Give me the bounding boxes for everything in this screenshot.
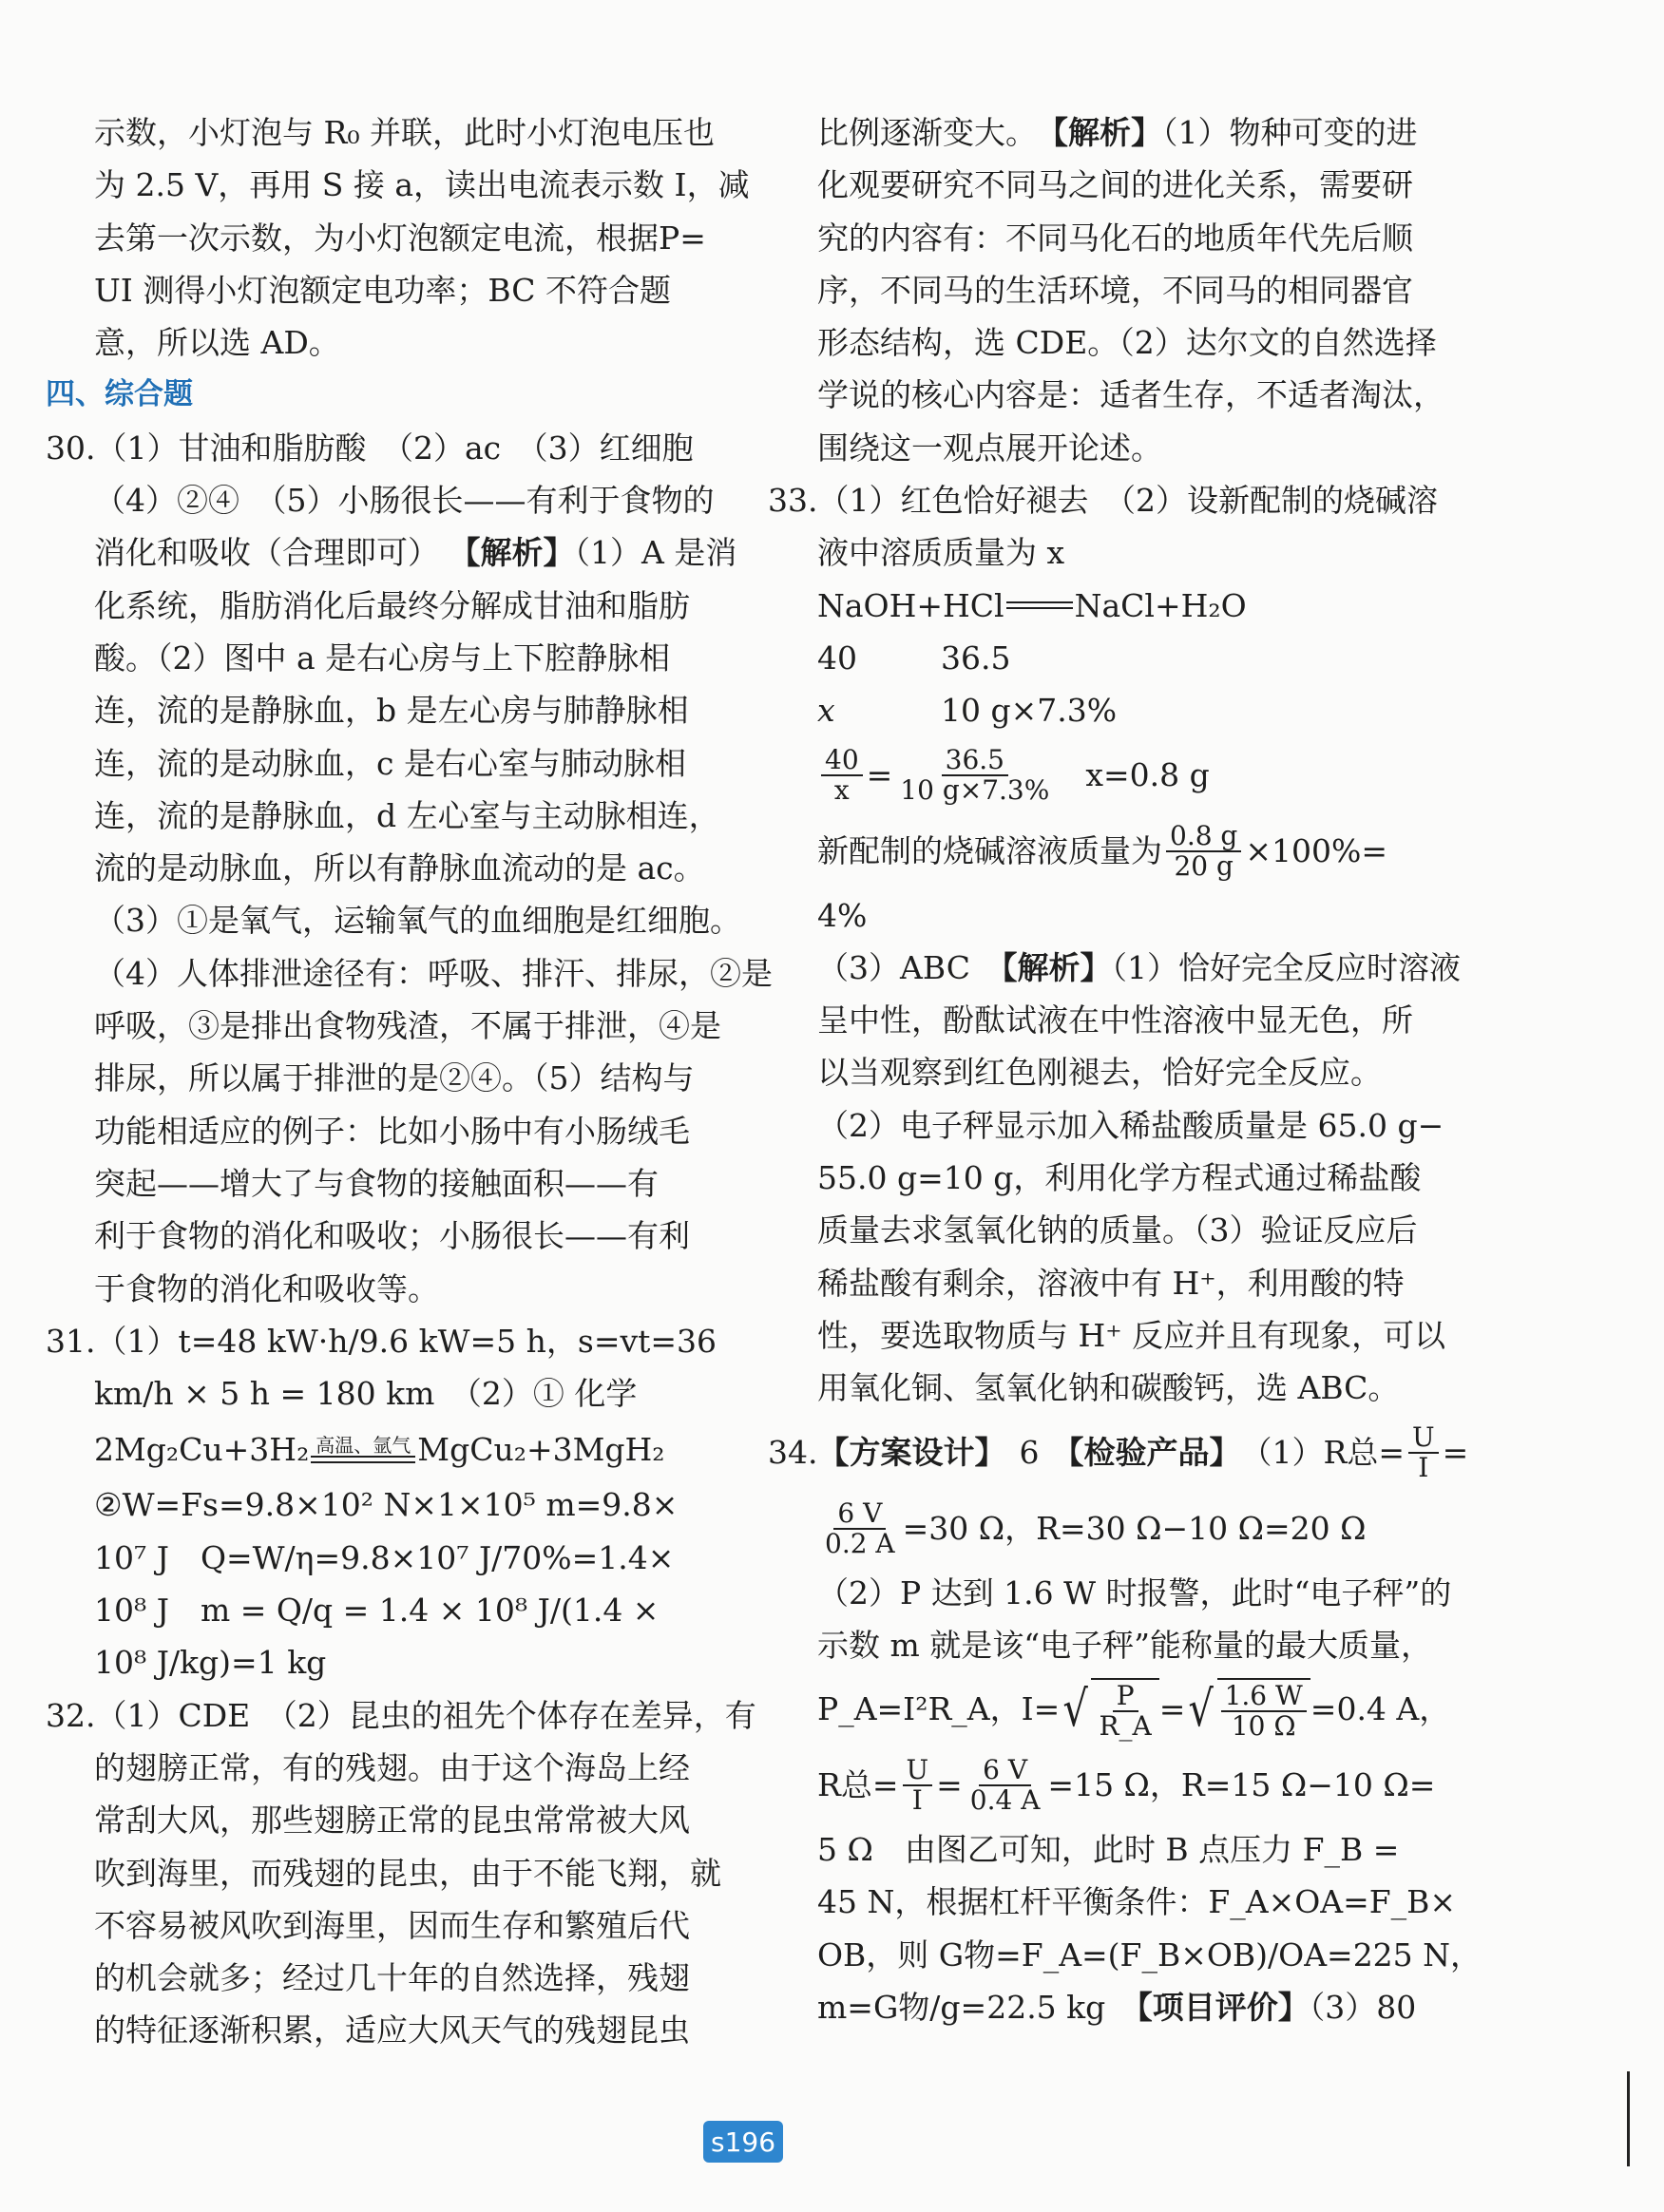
q34-text: =15 Ω，R=15 Ω−10 Ω= <box>1047 1766 1436 1804</box>
design-tag: 【方案设计】 <box>817 1433 1006 1471</box>
equals: = <box>1442 1433 1469 1471</box>
q33-line: （2）电子秤显示加入稀盐酸质量是 65.0 g− <box>817 1106 1444 1144</box>
ratio-row <box>817 632 1425 684</box>
left-column <box>46 106 773 2057</box>
numerator: P <box>1113 1682 1138 1712</box>
ratio-value: 40 <box>817 639 857 677</box>
text-line: 去第一次示数，为小灯泡额定电流，根据P= <box>94 219 706 257</box>
q32-cont-line: 学说的核心内容是：适者生存，不适者淘汰， <box>817 376 1444 414</box>
text-line: 示数，小灯泡与 R₀ 并联，此时小灯泡电压也 <box>94 114 716 151</box>
denominator: 10 Ω <box>1231 1710 1296 1743</box>
q32-text: 比例逐渐变大。 <box>817 114 1022 151</box>
q33-line: 33.（1）红色恰好褪去 （2）设新配制的烧碱溶 <box>768 482 1438 520</box>
q30-line: 30.（1）甘油和脂肪酸 （2）ac （3）红细胞 <box>46 429 694 467</box>
ratio-value: x <box>817 692 835 730</box>
proportion-line: $\frac{40}{x}$ = $\frac{36.5}{10 g\times 7.3\%}$ x=0.8 g <box>817 737 1425 813</box>
text-line: 意，所以选 AD。 <box>94 324 340 362</box>
reaction-arrow <box>1006 601 1073 609</box>
q33-text: （3）ABC <box>817 948 970 986</box>
q31-equation <box>46 1420 692 1478</box>
equation-right: MgCu₂+3MgH₂ <box>417 1430 665 1468</box>
q32-line: 的翅膀正常，有的残翅。由于这个海岛上经 <box>94 1748 690 1786</box>
q34-text: （1）R总= <box>1240 1433 1405 1471</box>
q34-text: P_A=I²R_A，I= <box>817 1690 1061 1728</box>
numerator: 40 <box>821 746 863 776</box>
analysis-tag: 【解析】 <box>449 534 575 572</box>
q33-line: 质量去求氢氧化钠的质量。（3）验证反应后 <box>817 1211 1418 1249</box>
q33-line: 用氧化铜、氢氧化钠和碳酸钙，选 ABC。 <box>817 1369 1400 1407</box>
q32-cont-line: 围绕这一观点展开论述。 <box>817 429 1162 467</box>
denominator: 0.2 A <box>825 1527 895 1559</box>
fraction <box>821 1499 899 1558</box>
q30-line: 连，流的是静脉血，d 左心室与主动脉相连， <box>94 796 720 834</box>
q30-line: 连，流的是静脉血，b 是左心房与肺静脉相 <box>94 692 689 730</box>
evaluation-tag: 【项目评价】 <box>1137 1989 1310 2027</box>
q32-line: 不容易被风吹到海里，因而生存和繁殖后代 <box>94 1906 690 1944</box>
analysis-tag: 【解析】 <box>1001 948 1112 986</box>
equation-left: NaOH+HCl <box>817 586 1004 624</box>
q32-line: 的机会就多；经过几十年的自然选择，残翅 <box>94 1959 690 1997</box>
text-line: 为 2.5 V，再用 S 接 a，读出电流表示数 I，减 <box>94 166 750 204</box>
q32-line: 吹到海里，而残翅的昆虫，由于不能飞翔，就 <box>94 1854 721 1892</box>
analysis-tag: 【解析】 <box>1052 114 1162 151</box>
q33-line: 液中溶质质量为 x <box>817 534 1065 572</box>
numerator: 6 V <box>979 1756 1031 1786</box>
denominator: R_A <box>1099 1710 1152 1743</box>
equation-right: NaCl+H₂O <box>1074 586 1247 624</box>
q33-line: 稀盐酸有剩余，溶液中有 H⁺，利用酸的特 <box>817 1264 1405 1302</box>
q31-line: 10⁷ J Q=W/η=9.8×10⁷ J/70%=1.4× <box>94 1538 675 1576</box>
ratio-value: 36.5 <box>941 639 1011 677</box>
page-edge-mark <box>1627 2071 1630 2166</box>
ratio-value: 10 g×7.3% <box>941 692 1118 730</box>
equation-left: 2Mg₂Cu+3H₂ <box>94 1430 310 1468</box>
q34-line: 45 N，根据杠杆平衡条件：F_A×OA=F_B× <box>817 1883 1457 1921</box>
q32-line: 的特征逐渐积累，适应大风天气的残翅昆虫 <box>94 2012 690 2050</box>
result: x=0.8 g <box>1085 755 1210 793</box>
design-value: 6 <box>1019 1433 1040 1471</box>
q33-line: 以当观察到红色刚褪去，恰好完全反应。 <box>817 1054 1382 1092</box>
denominator: x <box>833 773 850 806</box>
q31-line: ②W=Fs=9.8×10² N×1×10⁵ m=9.8× <box>94 1486 679 1524</box>
q34-line: P_A=I²R_A，I= √ $\frac{P}{R\_A}$ = √ $\frac{1.6 W}{10 \Omega}$ =0.4 A， <box>817 1680 1451 1743</box>
q34-line: （2）P 达到 1.6 W 时报警，此时“电子秤”的 <box>817 1573 1452 1611</box>
q34-text: =30 Ω，R=30 Ω−10 Ω=20 Ω <box>902 1509 1367 1547</box>
section-heading: 四、综合题 <box>46 377 193 412</box>
fraction <box>966 1756 1044 1815</box>
q30-line: 化系统，脂肪消化后最终分解成甘油和脂肪 <box>94 586 690 624</box>
q30-text: （1）A 是消 <box>574 534 737 572</box>
mass-text: ×100%= <box>1245 831 1388 869</box>
mass-line <box>817 813 1425 889</box>
q33-line: 55.0 g=10 g，利用化学方程式通过稀盐酸 <box>817 1159 1422 1197</box>
q34-line: 5 Ω 由图乙可知，此时 B 点压力 F_B = <box>817 1831 1400 1869</box>
denominator: 0.4 A <box>969 1784 1041 1817</box>
q30-line: （3）①是氧气，运输氧气的血细胞是红细胞。 <box>94 902 741 940</box>
q33-line <box>817 942 1461 994</box>
q34-line: 示数 m 就是该“电子秤”能称量的最大质量， <box>817 1626 1433 1664</box>
q30-line: 酸。（2）图中 a 是右心房与上下腔静脉相 <box>94 639 671 677</box>
q31-line: km/h × 5 h = 180 km （2）① 化学 <box>94 1375 638 1413</box>
q32-cont-line: 形态结构，选 CDE。（2）达尔文的自然选择 <box>817 324 1437 362</box>
q34-line <box>817 1491 1425 1567</box>
q34-line: R总= $\frac{U}{I}$ = $\frac{6 V}{0.4 A}$ =15 Ω，R=15 Ω−10 Ω= <box>817 1754 1436 1817</box>
numerator: U <box>1408 1423 1439 1454</box>
q34-line <box>768 1415 1469 1491</box>
q30-line: 流的是动脉血，所以有静脉血流动的是 ac。 <box>94 849 705 887</box>
fraction <box>1408 1423 1439 1482</box>
fraction <box>821 743 863 806</box>
q33-line: 呈中性，酚酞试液在中性溶液中显无色，所 <box>817 1001 1413 1039</box>
right-column <box>768 106 1482 2033</box>
q32-line: 常刮大风，那些翅膀正常的昆虫常常被大风 <box>94 1802 690 1840</box>
page-number-badge: s196 <box>703 2121 783 2163</box>
q31-line: 10⁸ J/kg)=1 kg <box>94 1644 327 1682</box>
q30-line: 排尿，所以属于排泄的是②④。（5）结构与 <box>94 1059 695 1097</box>
denominator: I <box>911 1784 923 1817</box>
q32-cont-line: 序，不同马的生活环境，不同马的相同器官 <box>817 271 1413 309</box>
fraction <box>1166 819 1241 882</box>
q30-line: （4）人体排泄途径有：呼吸、排汗、排尿，②是 <box>94 954 773 992</box>
mass-result: 4% <box>817 896 868 934</box>
numerator: 6 V <box>833 1499 886 1530</box>
q31-line: 10⁸ J m = Q/q = 1.4 × 10⁸ J/(1.4 × <box>94 1592 660 1630</box>
q34-line: OB，则 G物=F_A=(F_B×OB)/OA=225 N， <box>817 1936 1482 1974</box>
q34-text: m=G物/g=22.5 kg <box>817 1989 1106 2027</box>
fraction <box>903 1756 933 1815</box>
q33-text: （1）恰好完全反应时溶液 <box>1111 948 1461 986</box>
q30-line: 利于食物的消化和吸收；小肠很长——有利 <box>94 1217 690 1255</box>
numerator: 0.8 g <box>1166 822 1241 852</box>
sqrt: √ $\frac{1.6 W}{10 \Omega}$ <box>1185 1678 1310 1741</box>
q32-cont-line: 化观要研究不同马之间的进化关系，需要研 <box>817 166 1413 204</box>
mass-text: 新配制的烧碱溶液质量为 <box>817 831 1162 869</box>
q31-line: 31.（1）t=48 kW·h/9.6 kW=5 h，s=vt=36 <box>46 1322 717 1360</box>
q30-line: 呼吸，③是排出食物残渣，不属于排泄，④是 <box>94 1007 721 1045</box>
q30-line: 突起——增大了与食物的接触面积——有 <box>94 1164 659 1202</box>
q34-text: =0.4 A， <box>1310 1690 1451 1728</box>
q30-line: 连，流的是动脉血，c 是右心室与肺动脉相 <box>94 744 686 782</box>
q34-text: R总= <box>817 1766 899 1804</box>
reaction-condition: 高温、氩气 <box>316 1434 411 1458</box>
q32-line: 32.（1）CDE （2）昆虫的祖先个体存在差异，有 <box>46 1696 756 1734</box>
denominator: 20 g <box>1174 849 1234 882</box>
q30-line: 于食物的消化和吸收等。 <box>94 1269 439 1307</box>
q32-cont-line <box>817 106 1425 159</box>
denominator: I <box>1418 1451 1429 1483</box>
q33-equation <box>817 580 1425 632</box>
q30-line: （4）②④ （5）小肠很长——有利于食物的 <box>94 482 715 520</box>
q32-text: （1）物种可变的进 <box>1162 114 1418 151</box>
reaction-arrow <box>311 1435 415 1463</box>
numerator: U <box>903 1756 933 1786</box>
ratio-row <box>817 684 1425 736</box>
numerator: 36.5 <box>942 746 1008 776</box>
question-number: 34. <box>768 1433 818 1471</box>
fraction <box>896 743 1053 806</box>
numerator: 1.6 W <box>1221 1682 1307 1712</box>
q30-text: 消化和吸收（合理即可） <box>94 534 439 572</box>
q30-line: 功能相适应的例子：比如小肠中有小肠绒毛 <box>94 1112 690 1150</box>
q33-line: 性，要选取物质与 H⁺ 反应并且有现象，可以 <box>817 1316 1446 1354</box>
q30-line <box>46 526 737 579</box>
sqrt: √ $\frac{P}{R\_A}$ <box>1060 1678 1158 1741</box>
q34-line <box>817 1981 1425 2033</box>
text-line: UI 测得小灯泡额定电功率；BC 不符合题 <box>94 271 671 309</box>
denominator: 10 g×7.3% <box>900 773 1050 806</box>
q34-text: （3）80 <box>1309 1989 1417 2027</box>
check-tag: 【检验产品】 <box>1052 1433 1241 1471</box>
q32-cont-line: 究的内容有：不同马化石的地质年代先后顺 <box>817 219 1413 257</box>
